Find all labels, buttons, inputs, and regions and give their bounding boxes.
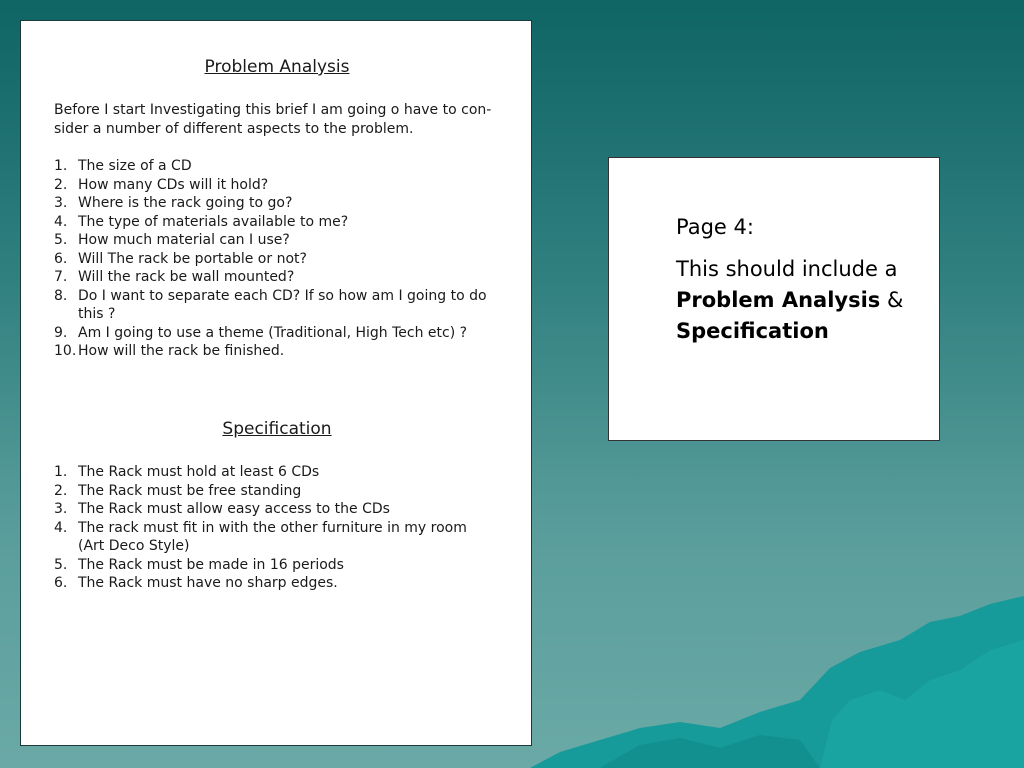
- list-item-text: Do I want to separate each CD? If so how am I going to do this ?: [78, 287, 487, 322]
- list-item: [54, 482, 494, 501]
- specification-list: [54, 463, 494, 593]
- list-item: [54, 231, 494, 250]
- list-item-text: Will The rack be portable or not?: [78, 250, 307, 267]
- list-item: [54, 324, 494, 343]
- list-item-text: The type of materials available to me?: [78, 213, 349, 230]
- list-item: [54, 213, 494, 232]
- list-item-text: Where is the rack going to go?: [78, 195, 293, 211]
- list-item-number: 5.: [54, 556, 68, 573]
- intro-paragraph: Before I start Investigating this brief I am going o have to con- sider a number of different aspects to the problem.: [54, 102, 492, 137]
- list-item: [54, 342, 494, 361]
- note-title: Page 4:: [676, 215, 754, 239]
- list-item-number: 1.: [54, 464, 68, 480]
- list-item-number: 4.: [54, 213, 68, 230]
- list-item-text: How many CDs will it hold?: [78, 176, 269, 193]
- list-item-text: How much material can I use?: [78, 232, 290, 248]
- problem-list: [54, 157, 494, 361]
- note-bold-specification: Specification: [676, 319, 829, 343]
- list-item-number: 5.: [54, 232, 68, 248]
- list-item-number: 7.: [54, 269, 68, 285]
- list-item-number: 2.: [54, 482, 68, 499]
- list-item: [54, 176, 494, 195]
- list-item: [54, 556, 494, 575]
- list-item-number: 4.: [54, 519, 68, 536]
- list-item-text: The Rack must be free standing: [78, 482, 302, 499]
- list-item-number: 3.: [54, 501, 68, 517]
- list-item: [54, 500, 494, 519]
- list-item-number: 1.: [54, 158, 68, 174]
- list-item-text: Am I going to use a theme (Traditional, High Tech etc) ?: [78, 324, 468, 341]
- specification-heading: Specification: [222, 419, 332, 439]
- list-item: [54, 194, 494, 213]
- list-item: [54, 574, 494, 593]
- list-item: [54, 463, 494, 482]
- list-item-number: 10.: [54, 343, 77, 359]
- list-item-text: The Rack must hold at least 6 CDs: [78, 464, 320, 480]
- list-item-text: The Rack must have no sharp edges.: [78, 575, 338, 591]
- list-item-text: The rack must fit in with the other furniture in my room (Art Deco Style): [78, 519, 467, 554]
- problem-analysis-heading: Problem Analysis: [204, 57, 350, 77]
- list-item-number: 2.: [54, 176, 68, 193]
- list-item-text: How will the rack be finished.: [78, 343, 285, 359]
- document-page: [20, 20, 532, 746]
- list-item: [54, 268, 494, 287]
- note-bold-problem-analysis: Problem Analysis: [676, 288, 881, 312]
- list-item: [54, 519, 494, 556]
- list-item-number: 3.: [54, 195, 68, 211]
- list-item-number: 9.: [54, 324, 68, 341]
- list-item-text: Will the rack be wall mounted?: [78, 269, 295, 285]
- note-box: [608, 157, 940, 441]
- list-item: [54, 250, 494, 269]
- list-item-number: 8.: [54, 287, 68, 304]
- list-item-text: The Rack must allow easy access to the CDs: [78, 501, 390, 517]
- list-item-number: 6.: [54, 250, 68, 267]
- list-item-text: The Rack must be made in 16 periods: [78, 556, 344, 573]
- list-item-number: 6.: [54, 575, 68, 591]
- list-item: [54, 287, 494, 324]
- note-text: [676, 254, 926, 347]
- note-joiner: &: [880, 288, 904, 312]
- list-item-text: The size of a CD: [78, 158, 192, 174]
- list-item: [54, 157, 494, 176]
- note-text-prefix: This should include a: [676, 257, 898, 281]
